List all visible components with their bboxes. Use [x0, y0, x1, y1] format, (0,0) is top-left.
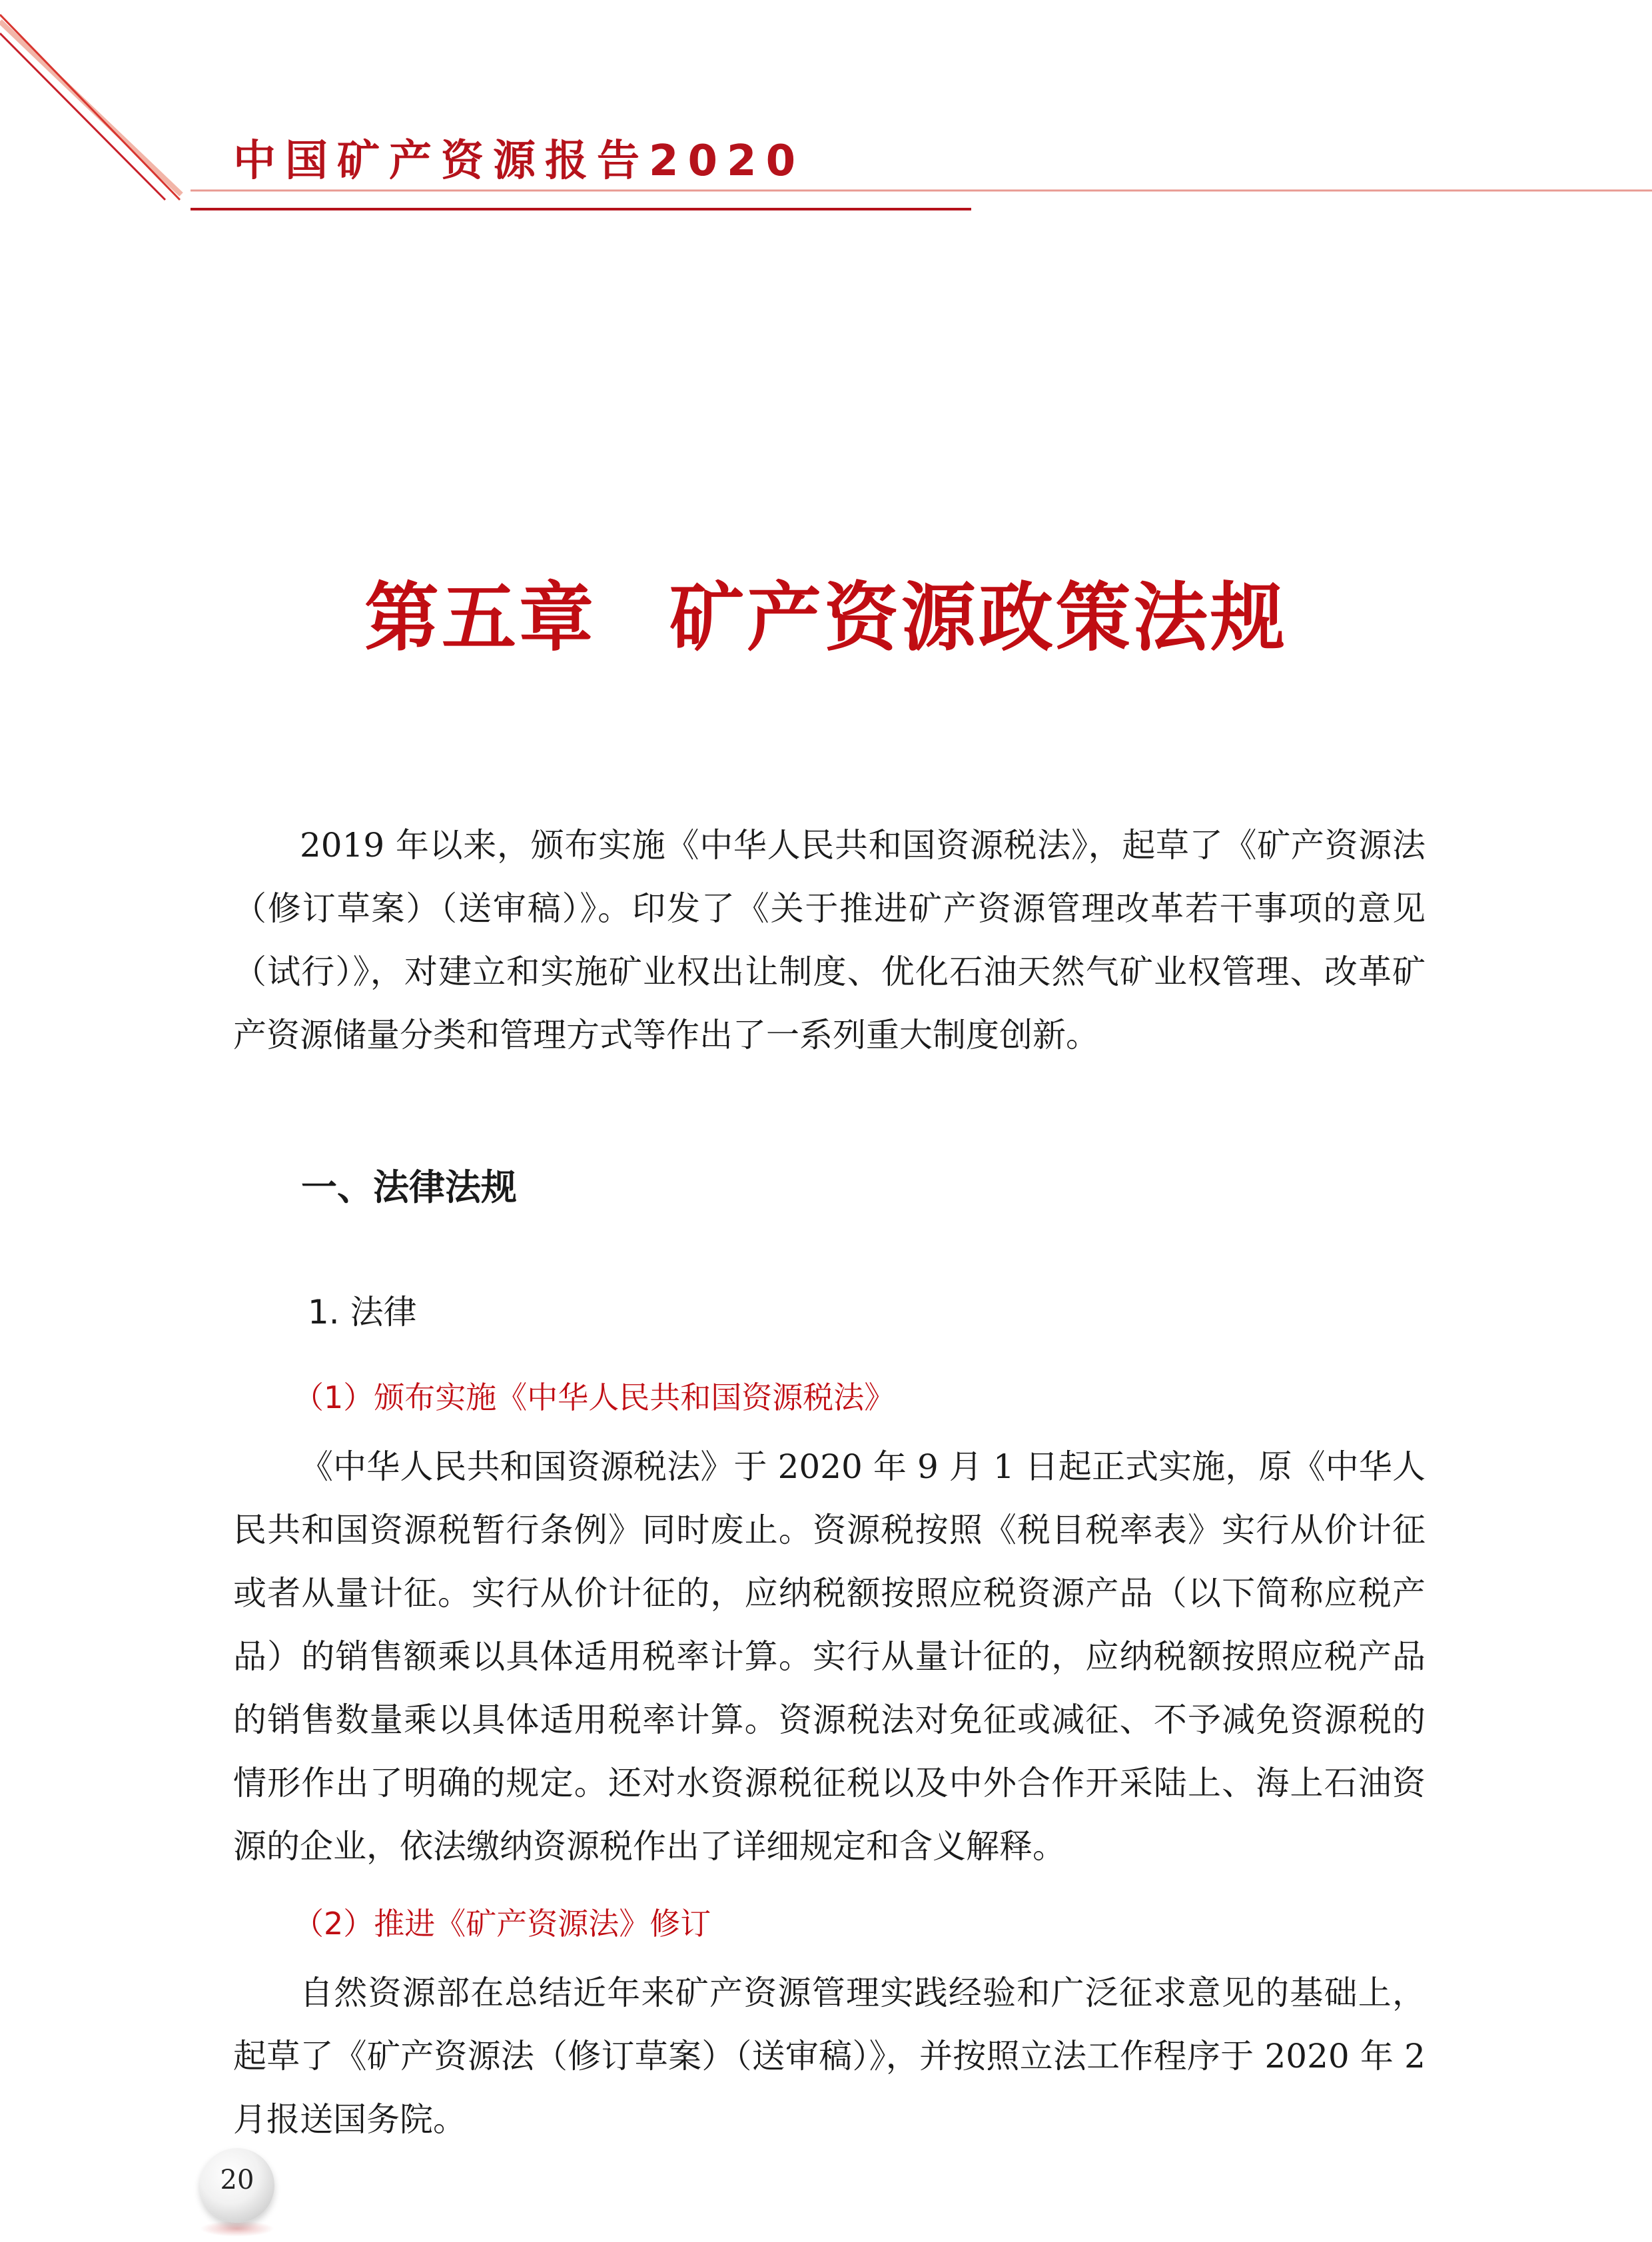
item-paragraph-2: 自然资源部在总结近年来矿产资源管理实践经验和广泛征求意见的基础上，起草了《矿产资源法（修订草案）（送审稿）》，并按照立法工作程序于 2020 年 2 月报送国务院。 — [233, 1974, 1426, 2139]
chapter-title — [0, 558, 1652, 665]
intro-paragraph: 2019 年以来，颁布实施《中华人民共和国资源税法》，起草了《矿产资源法（修订草案）（送审稿）》。印发了《关于推进矿产资源管理改革若干事项的意见（试行）》，对建立和实施矿业权出让制度、优化石油天然气矿业权管理、改革矿产资源储量分类和管理方式等作出了一系列重大制度创新。 — [233, 826, 1426, 1054]
chapter-name: 矿产资源政策法规 — [669, 575, 1288, 661]
running-title: 中国矿产资源报告2020 — [233, 137, 805, 186]
page-number: 20 — [220, 2165, 254, 2195]
subsection-heading: 1. 法律 — [308, 1293, 417, 1331]
section-heading: 一、法律法规 — [301, 1166, 517, 1208]
page-number-shadow — [200, 2221, 274, 2237]
header-diagonal-line-inner — [0, 15, 180, 200]
item-heading-2: （2）推进《矿产资源法》修订 — [293, 1906, 711, 1942]
header-decoration — [0, 0, 1652, 226]
item-paragraph-1: 《中华人民共和国资源税法》于 2020 年 9 月 1 日起正式实施，原《中华人民共和国资源税暂行条例》同时废止。资源税按照《税目税率表》实行从价计征或者从量计征。实行从价计征的，应纳税额按照应税资源产品（以下简称应税产品）的销售额乘以具体适用税率计算。实行从量计征的，应纳税额按照应税产品的销售数量乘以具体适用税率计算。资源税法对免征或减征、不予减免资源税的情形作出了明确的规定。还对水资源税征税以及中外合作开采陆上、海上石油资源的企业，依法缴纳资源税作出了详细规定和含义解释。 — [233, 1447, 1426, 1866]
chapter-number: 第五章 — [364, 575, 596, 661]
header-diagonal-line-outer — [0, 33, 165, 200]
item-heading-1: （1）颁布实施《中华人民共和国资源税法》 — [293, 1379, 895, 1415]
